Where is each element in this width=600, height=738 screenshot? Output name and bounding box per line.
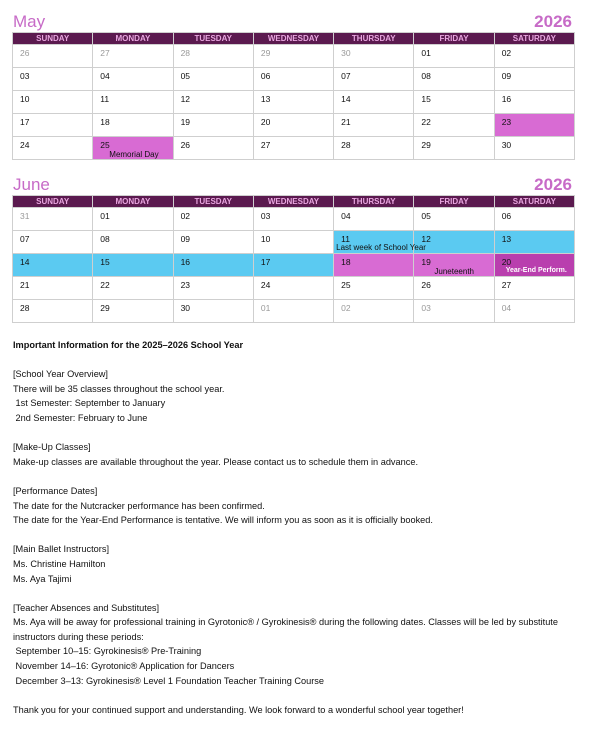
day-number: 13 — [260, 94, 271, 104]
juneteenth-label: Juneteenth — [434, 267, 474, 276]
june-title: June — [13, 175, 50, 194]
day-cell — [414, 45, 494, 68]
weekday-tuesday: TUESDAY — [173, 33, 253, 45]
performance-header: [Performance Dates] — [13, 485, 98, 496]
week-row — [13, 91, 575, 114]
overview-line: 1st Semester: September to January — [13, 398, 166, 409]
day-cell-last-week — [93, 254, 173, 277]
absence-line: instructors during these periods: — [13, 631, 144, 642]
day-cell — [334, 68, 414, 91]
day-cell-juneteenth — [414, 254, 494, 277]
day-number: 08 — [100, 234, 110, 244]
day-cell-memorial-day — [93, 137, 173, 160]
day-number: 04 — [100, 71, 110, 81]
day-cell — [414, 114, 494, 137]
day-cell-year-end — [494, 254, 574, 277]
weekday-thursday: THURSDAY — [334, 33, 414, 45]
day-number: 24 — [260, 280, 271, 290]
day-cell — [93, 45, 173, 68]
day-number: 28 — [180, 48, 191, 58]
day-number: 28 — [20, 303, 30, 313]
june-calendar — [12, 195, 575, 323]
day-cell — [253, 68, 333, 91]
day-cell — [414, 68, 494, 91]
day-number: 14 — [341, 94, 351, 104]
day-number: 10 — [20, 94, 30, 104]
day-number: 15 — [421, 94, 431, 104]
weekday-sunday: SUNDAY — [13, 33, 93, 45]
day-cell — [334, 45, 414, 68]
day-number: 04 — [341, 211, 351, 221]
day-number: 01 — [421, 48, 431, 58]
day-cell — [173, 91, 253, 114]
day-number: 28 — [341, 140, 351, 150]
weekday-monday: MONDAY — [93, 196, 173, 208]
day-cell — [173, 114, 253, 137]
instructor-name: Ms. Aya Tajimi — [13, 573, 72, 584]
day-number: 25 — [341, 280, 351, 290]
day-cell — [334, 277, 414, 300]
day-number: 01 — [260, 303, 271, 313]
weekday-monday: MONDAY — [93, 33, 173, 45]
performance-line: The date for the Year-End Performance is tentative. We will inform you as soon as it is officially booked. — [13, 515, 433, 526]
day-number: 03 — [260, 211, 271, 221]
day-number: 13 — [501, 234, 512, 244]
day-cell — [334, 208, 414, 231]
instructor-name: Ms. Christine Hamilton — [13, 558, 106, 569]
day-number: 18 — [341, 257, 351, 267]
day-cell — [13, 91, 93, 114]
day-number: 12 — [421, 234, 431, 244]
instructors-header: [Main Ballet Instructors] — [13, 544, 109, 555]
weekday-saturday: SATURDAY — [494, 196, 574, 208]
day-number: 02 — [341, 303, 351, 313]
day-cell — [93, 68, 173, 91]
day-cell — [93, 208, 173, 231]
day-number: 12 — [180, 94, 191, 104]
day-cell — [13, 277, 93, 300]
may-title: May — [13, 12, 46, 31]
weekday-wednesday: WEDNESDAY — [253, 196, 333, 208]
week-row — [13, 208, 575, 231]
day-number: 02 — [180, 211, 191, 221]
day-number: 29 — [260, 48, 271, 58]
week-row — [13, 114, 575, 137]
day-cell — [494, 45, 574, 68]
day-cell — [334, 300, 414, 323]
day-number: 16 — [501, 94, 512, 104]
day-number: 17 — [260, 257, 271, 267]
day-cell — [494, 208, 574, 231]
day-number: 27 — [100, 48, 110, 58]
day-cell — [173, 208, 253, 231]
school-year-info — [13, 338, 588, 717]
day-cell — [13, 68, 93, 91]
day-number: 25 — [100, 140, 110, 150]
day-cell — [173, 300, 253, 323]
day-number: 07 — [341, 71, 351, 81]
may-year: 2026 — [534, 12, 572, 31]
day-number: 16 — [180, 257, 191, 267]
day-number: 05 — [421, 211, 431, 221]
day-cell — [13, 45, 93, 68]
day-cell — [13, 208, 93, 231]
day-cell — [253, 300, 333, 323]
day-number: 07 — [20, 234, 30, 244]
day-cell-highlighted — [494, 114, 574, 137]
day-number: 26 — [180, 140, 191, 150]
day-number: 11 — [100, 94, 110, 104]
memorial-day-label: Memorial Day — [109, 150, 159, 159]
makeup-header: [Make-Up Classes] — [13, 442, 91, 453]
day-number: 11 — [341, 234, 350, 244]
day-number: 24 — [20, 140, 30, 150]
day-cell — [334, 137, 414, 160]
week-row — [13, 137, 575, 160]
day-cell — [93, 277, 173, 300]
day-cell — [414, 208, 494, 231]
day-cell — [253, 277, 333, 300]
performance-line: The date for the Nutcracker performance has been confirmed. — [13, 500, 265, 511]
weekday-tuesday: TUESDAY — [173, 196, 253, 208]
day-number: 06 — [260, 71, 271, 81]
day-number: 18 — [100, 117, 110, 127]
june-year: 2026 — [534, 175, 572, 194]
weekday-saturday: SATURDAY — [494, 33, 574, 45]
day-cell-last-week — [253, 254, 333, 277]
week-row — [13, 68, 575, 91]
day-number: 09 — [180, 234, 191, 244]
day-cell — [173, 137, 253, 160]
day-number: 20 — [260, 117, 271, 127]
day-number: 01 — [100, 211, 110, 221]
may-calendar — [12, 32, 575, 160]
day-cell — [334, 91, 414, 114]
day-number: 14 — [20, 257, 30, 267]
weekday-sunday: SUNDAY — [13, 196, 93, 208]
weekday-friday: FRIDAY — [414, 196, 494, 208]
day-cell — [13, 300, 93, 323]
day-cell — [253, 231, 333, 254]
day-cell — [173, 68, 253, 91]
day-number: 03 — [421, 303, 431, 313]
day-cell — [334, 114, 414, 137]
absence-line: November 14–16: Gyrotonic® Application for Dancers — [13, 661, 235, 672]
day-cell — [494, 277, 574, 300]
day-number: 03 — [20, 71, 30, 81]
overview-line: There will be 35 classes throughout the school year. — [13, 383, 225, 394]
day-number: 06 — [501, 211, 512, 221]
day-cell — [414, 91, 494, 114]
day-number: 02 — [501, 48, 512, 58]
week-row — [13, 45, 575, 68]
day-cell-last-week — [13, 254, 93, 277]
day-number: 29 — [100, 303, 110, 313]
day-cell — [173, 277, 253, 300]
weekday-header-row — [13, 33, 575, 45]
day-number: 22 — [421, 117, 431, 127]
day-number: 26 — [421, 280, 431, 290]
day-number: 22 — [100, 280, 110, 290]
year-end-label: Year-End Perform. — [505, 267, 567, 274]
day-number: 30 — [501, 140, 512, 150]
day-number: 09 — [501, 71, 512, 81]
day-cell — [93, 300, 173, 323]
day-number: 23 — [501, 117, 512, 127]
day-cell — [494, 300, 574, 323]
overview-line: 2nd Semester: February to June — [13, 412, 148, 423]
day-number: 08 — [421, 71, 431, 81]
absence-header: [Teacher Absences and Substitutes] — [13, 602, 160, 613]
day-cell — [13, 231, 93, 254]
week-row — [13, 231, 575, 254]
makeup-line: Make-up classes are available throughout the year. Please contact us to schedule them in advance. — [13, 456, 419, 467]
day-cell — [93, 91, 173, 114]
weekday-header-row — [13, 196, 575, 208]
day-number: 31 — [20, 211, 30, 221]
day-cell — [93, 231, 173, 254]
day-cell-last-week — [494, 231, 574, 254]
day-number: 27 — [501, 280, 512, 290]
last-week-label: Last week of School Year — [336, 243, 426, 252]
absence-line: December 3–13: Gyrokinesis® Level 1 Foundation Teacher Training Course — [13, 675, 324, 686]
day-number: 19 — [421, 257, 431, 267]
day-number: 19 — [180, 117, 191, 127]
day-cell — [253, 208, 333, 231]
weekday-wednesday: WEDNESDAY — [253, 33, 333, 45]
week-row — [13, 277, 575, 300]
day-cell-highlighted — [334, 254, 414, 277]
weekday-thursday: THURSDAY — [334, 196, 414, 208]
day-cell — [173, 231, 253, 254]
day-cell — [253, 91, 333, 114]
absence-line: Ms. Aya will be away for professional training in Gyrotonic® / Gyrokinesis® during the following dates. Classes will be led by substitute — [13, 617, 558, 628]
info-heading: Important Information for the 2025–2026 School Year — [13, 340, 244, 350]
day-cell — [494, 91, 574, 114]
day-number: 21 — [341, 117, 351, 127]
day-cell — [173, 45, 253, 68]
week-row — [13, 300, 575, 323]
absence-line: September 10–15: Gyrokinesis® Pre-Training — [13, 646, 202, 657]
day-cell-last-week — [173, 254, 253, 277]
day-number: 26 — [20, 48, 30, 58]
day-number: 30 — [180, 303, 191, 313]
day-number: 04 — [501, 303, 512, 313]
day-cell — [494, 68, 574, 91]
day-number: 17 — [20, 117, 30, 127]
day-cell — [253, 45, 333, 68]
day-cell — [13, 137, 93, 160]
day-number: 27 — [260, 140, 271, 150]
day-cell — [414, 277, 494, 300]
day-number: 30 — [341, 48, 351, 58]
day-number: 05 — [180, 71, 191, 81]
overview-header: [School Year Overview] — [13, 369, 108, 380]
day-cell — [13, 114, 93, 137]
day-number: 23 — [180, 280, 191, 290]
week-row — [13, 254, 575, 277]
day-number: 10 — [260, 234, 271, 244]
day-cell — [414, 137, 494, 160]
day-number: 15 — [100, 257, 110, 267]
day-cell — [93, 114, 173, 137]
day-number: 21 — [20, 280, 30, 290]
day-cell — [414, 300, 494, 323]
day-number: 20 — [501, 257, 512, 267]
thanks-line: Thank you for your continued support and understanding. We look forward to a wonderful school year together! — [13, 704, 464, 715]
day-cell — [253, 137, 333, 160]
weekday-friday: FRIDAY — [414, 33, 494, 45]
day-cell — [253, 114, 333, 137]
day-number: 29 — [421, 140, 431, 150]
day-cell — [494, 137, 574, 160]
